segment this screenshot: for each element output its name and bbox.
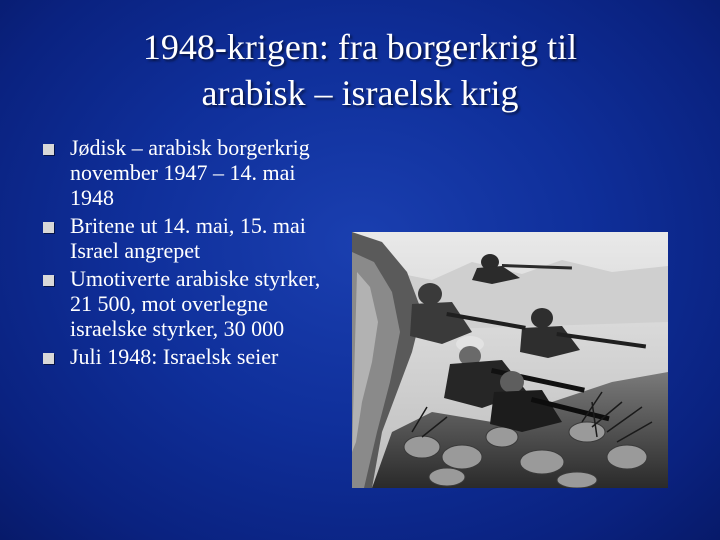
- bullet-text: Jødisk – arabisk borgerkrig november 1947 – 14. mai 1948: [70, 135, 310, 210]
- bullet-text: Britene ut 14. mai, 15. mai Israel angrepet: [70, 213, 306, 263]
- slide-title: [40, 24, 680, 116]
- square-bullet-icon: [43, 222, 54, 233]
- bullet-text: Juli 1948: Israelsk seier: [70, 344, 279, 369]
- soldiers-photo: [352, 232, 668, 488]
- title-line-2: arabisk – israelsk krig: [201, 73, 519, 113]
- bullet-text: Umotiverte arabiske styrker, 21 500, mot overlegne israelske styrker, 30 000: [70, 266, 321, 341]
- bullet-item: [42, 135, 342, 210]
- bullet-item: [42, 344, 342, 369]
- bullet-list: [42, 135, 342, 372]
- square-bullet-icon: [43, 275, 54, 286]
- square-bullet-icon: [43, 144, 54, 155]
- square-bullet-icon: [43, 353, 54, 364]
- bullet-item: [42, 213, 342, 263]
- bullet-item: [42, 266, 342, 341]
- title-line-1: 1948-krigen: fra borgerkrig til: [142, 27, 578, 67]
